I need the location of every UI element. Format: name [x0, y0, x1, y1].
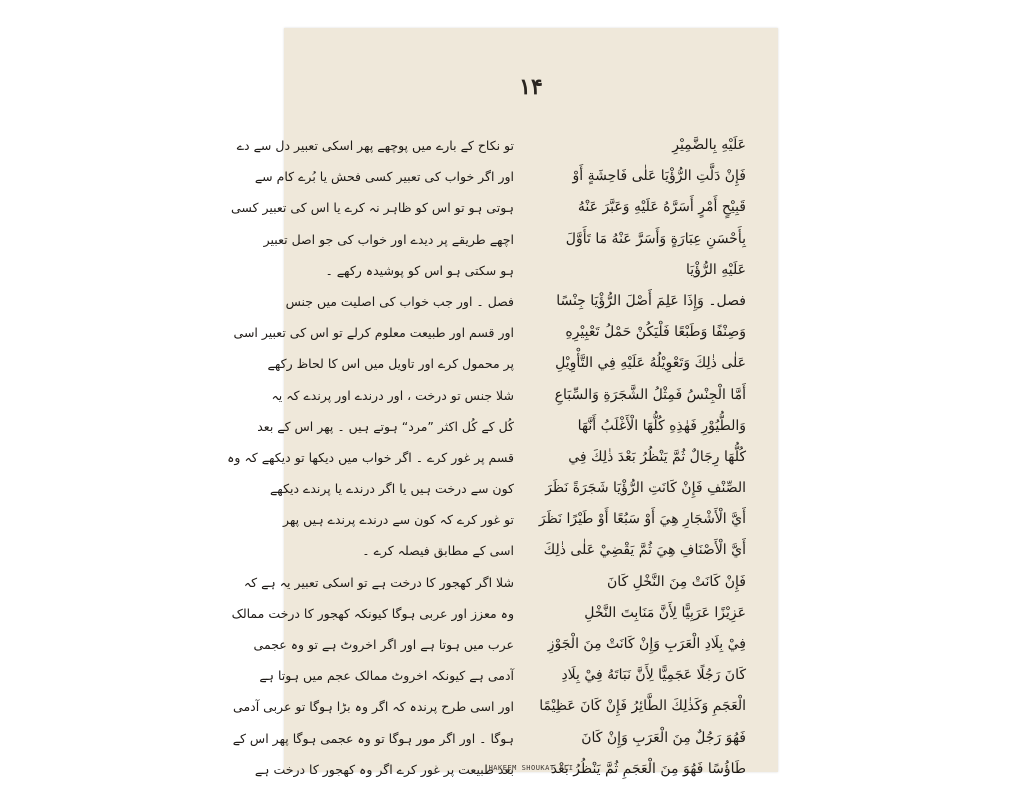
urdu-line: آدمی ہے کیونکہ اخروٹ ممالک عجم میں ہوتا ہے	[259, 668, 514, 684]
arabic-text-column	[522, 130, 746, 785]
urdu-line: پر محمول کرے اور تاویل میں اس کا لحاظ رکھے	[267, 356, 514, 372]
urdu-line: کُل کے کُل اکثر ”مرد“ ہوتے ہیں ۔ پھر اس کے بعد	[257, 418, 514, 434]
urdu-line: ہو سکتی ہو اس کو پوشیدہ رکھے ۔	[325, 262, 514, 278]
urdu-line: ہوتی ہو تو اس کو ظاہر نہ کرے یا اس کی تعبیر کسی	[230, 200, 514, 216]
arabic-line: فَإِنْ دَلَّتِ الرُّؤْيَا عَلٰى فَاحِشَةٍ أَوْ	[572, 168, 746, 185]
arabic-line: فَإِنْ كَانَتْ مِنَ النَّخْلِ كَانَ	[606, 573, 746, 590]
urdu-line: اسی کے مطابق فیصلہ کرے ۔	[362, 543, 514, 559]
urdu-translation-column	[227, 130, 514, 785]
arabic-line: الصِّنْفِ فَإِنْ كَانَتِ الرُّؤْيَا شَجَرَةً نَظَرَ	[545, 480, 746, 497]
arabic-line: الْعَجَمِ وَكَذٰلِكَ الطَّائِرُ فَإِنْ كَانَ عَظِيْمًا	[539, 698, 746, 715]
arabic-line: قَبِيْحٍ أَمْرٍ أَسَرَّهُ عَلَيْهِ وَعَبَّرَ عَنْهُ	[577, 199, 746, 216]
arabic-line: فصل۔ وَإِذَا عَلِمَ أَصْلَ الرُّؤْيَا جِنْسًا	[556, 292, 746, 309]
urdu-line: کون سے درخت ہیں یا اگر درندے یا پرندے دیکھے	[269, 481, 514, 497]
urdu-line: تو غور کرے کہ کون سے درندے پرندے ہیں پھر	[282, 512, 514, 528]
urdu-line: قسم پر غور کرے ۔ اگر خواب میں دیکھا تو دیکھے کہ وہ	[227, 449, 514, 465]
arabic-line: كُلُّهَا رِجَالٌ ثُمَّ يَنْظُرُ بَعْدَ ذٰلِكَ فِي	[568, 448, 746, 465]
urdu-line: اور اگر خواب کی تعبیر کسی فحش یا بُرے کام سے	[254, 169, 514, 185]
arabic-line: وَالطُّيُوْرِ فَهٰذِهِ كُلُّهَا الْأَغْلَبُ أَنَّهَا	[577, 417, 746, 434]
arabic-line: عَلَيْهِ الرُّؤْيَا	[686, 261, 746, 278]
arabic-line: عَلَيْهِ بِالضَّمِيْرِ	[672, 137, 746, 153]
arabic-line: كَانَ رَجُلًا عَجَمِيًّا لِأَنَّ نَبَاتَهُ فِيْ بِلَادِ	[561, 667, 746, 684]
arabic-line: عَزِيْزًا عَرَبِيًّا لِأَنَّ مَنَابِتَ النَّخْلِ	[584, 604, 746, 621]
urdu-line: شلا اگر کھجور کا درخت ہے تو اسکی تعبیر یہ ہے کہ	[243, 574, 514, 590]
arabic-line: عَلٰى ذٰلِكَ وَتَعْوِيْلُهُ عَلَيْهِ فِي التَّأْوِيْلِ	[555, 355, 746, 372]
urdu-line: وہ معزز اور عربی ہوگا کیونکہ کھجور کا درخت ممالک	[231, 605, 514, 621]
urdu-line: عرب میں ہوتا ہے اور اگر اخروٹ ہے تو وہ عجمی	[253, 637, 514, 652]
arabic-line: بِأَحْسَنِ عِبَارَةٍ وَأَسَرَّ عَنْهُ مَا تَأَوَّلَ	[565, 230, 746, 247]
urdu-line: تو نکاح کے بارے میں پوچھے پھر اسکی تعبیر دل سے دے	[236, 138, 514, 153]
urdu-line: شلا جنس تو درخت ، اور درندے اور پرندے کہ یہ	[271, 387, 514, 403]
scanned-book-page	[227, 28, 778, 777]
arabic-line: فَهُوَ رَجُلٌ مِنَ الْعَرَبِ وَإِنْ كَانَ	[581, 729, 746, 746]
arabic-line: فِيْ بِلَادِ الْعَرَبِ وَإِنْ كَانَتْ مِنَ الْجَوْزِ	[547, 636, 746, 652]
arabic-line: أَمَّا الْجِنْسُ فَمِثْلُ الشَّجَرَةِ وَالسِّبَاعِ	[554, 386, 746, 403]
urdu-line: بعد طبیعت پر غور کرے اگر وہ کھجور کا درخت ہے	[254, 761, 514, 777]
urdu-line: ہوگا ۔ اور اگر مور ہوگا تو وہ عجمی ہوگا پھر اس کے	[232, 730, 514, 746]
page-number: ۱۴	[519, 74, 543, 100]
urdu-line: اور قسم اور طبیعت معلوم کرلے تو اس کی تعبیر اسی	[233, 325, 514, 341]
arabic-line: طَاؤُسًا فَهُوَ مِنَ الْعَجَمِ ثُمَّ يَنْظُرُ بَعْدَ	[550, 760, 746, 777]
footer-credit: HAKEEM SHOUKAT ALI	[488, 764, 574, 772]
arabic-line: أَيَّ الْأَشْجَارِ هِيَ أَوْ سَبُعًا أَوْ طَيْرًا نَظَرَ	[538, 511, 746, 528]
arabic-line: وَصِنْفًا وَطَبْعًا فَلْيَكُنْ حَمْلُ تَعْبِيْرِهِ	[565, 324, 746, 341]
arabic-line: أَيَّ الْأَصْنَافِ هِيَ ثُمَّ يَقْضِيْ عَلٰى ذٰلِكَ	[543, 542, 746, 559]
urdu-line: اچھے طریقے پر دیدے اور خواب کی جو اصل تعبیر	[263, 231, 514, 247]
urdu-line: فصل ۔ اور جب خواب کی اصلیت میں جنس	[285, 293, 514, 309]
urdu-line: اور اسی طرح پرندہ کہ اگر وہ بڑا ہوگا تو عربی آدمی	[233, 699, 514, 715]
